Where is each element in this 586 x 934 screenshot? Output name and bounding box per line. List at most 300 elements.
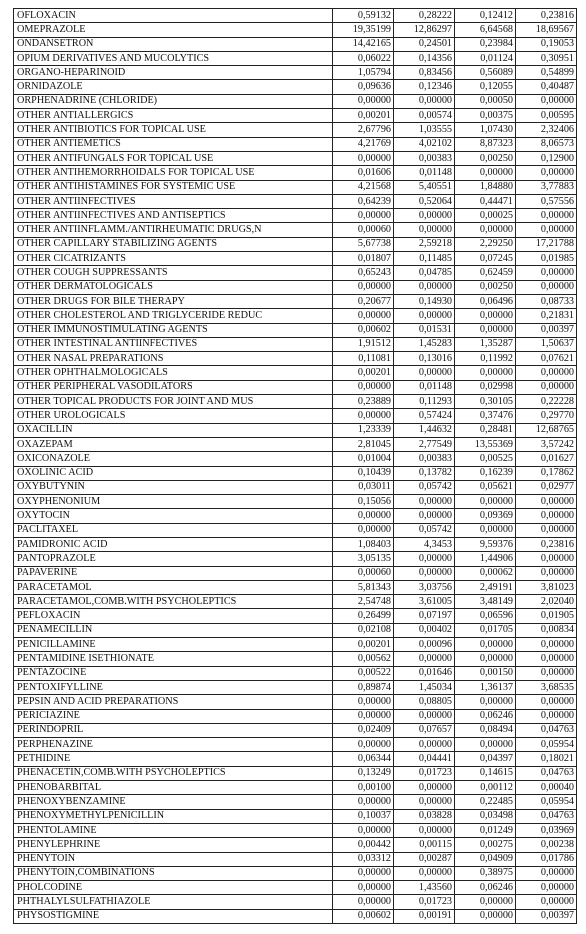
value-cell-col3: 0,00025 (455, 209, 516, 223)
table-row (14, 237, 577, 251)
value-cell-col1: 0,15056 (333, 495, 394, 509)
value-cell-col2: 0,24501 (394, 37, 455, 51)
drug-name-cell: PEPSIN AND ACID PREPARATIONS (14, 695, 333, 709)
value-cell-col1: 1,23339 (333, 423, 394, 437)
value-cell-col4: 0,00834 (516, 623, 577, 637)
drug-name-cell: OXYTOCIN (14, 509, 333, 523)
table-row (14, 23, 577, 37)
drug-name-cell: PHTHALYLSULFATHIAZOLE (14, 895, 333, 909)
drug-name-cell: OXOLINIC ACID (14, 466, 333, 480)
drug-name-cell: PARACETAMOL (14, 580, 333, 594)
table-row (14, 452, 577, 466)
value-cell-col4: 0,00000 (516, 280, 577, 294)
value-cell-col3: 0,30105 (455, 395, 516, 409)
drug-name-cell: PHENOXYBENZAMINE (14, 795, 333, 809)
table-row (14, 781, 577, 795)
value-cell-col1: 0,00000 (333, 866, 394, 880)
value-cell-col2: 5,40551 (394, 180, 455, 194)
value-cell-col2: 0,00000 (394, 652, 455, 666)
value-cell-col1: 0,06344 (333, 752, 394, 766)
value-cell-col3: 0,00000 (455, 323, 516, 337)
value-cell-col1: 0,02409 (333, 723, 394, 737)
value-cell-col2: 0,52064 (394, 194, 455, 208)
value-cell-col4: 0,04763 (516, 809, 577, 823)
value-cell-col2: 0,57424 (394, 409, 455, 423)
drug-name-cell: PERICIAZINE (14, 709, 333, 723)
drug-name-cell: OTHER INTESTINAL ANTIINFECTIVES (14, 337, 333, 351)
drug-name-cell: PENICILLAMINE (14, 638, 333, 652)
table-row (14, 638, 577, 652)
value-cell-col2: 1,45283 (394, 337, 455, 351)
table-row (14, 595, 577, 609)
drug-name-cell: ORPHENADRINE (CHLORIDE) (14, 94, 333, 108)
value-cell-col1: 0,00000 (333, 523, 394, 537)
value-cell-col3: 0,06246 (455, 709, 516, 723)
table-row (14, 738, 577, 752)
drug-name-cell: OTHER DRUGS FOR BILE THERAPY (14, 294, 333, 308)
value-cell-col2: 0,01148 (394, 380, 455, 394)
table-row (14, 838, 577, 852)
value-cell-col3: 9,59376 (455, 537, 516, 551)
value-cell-col2: 0,00191 (394, 909, 455, 923)
table-row (14, 66, 577, 80)
value-cell-col3: 0,00062 (455, 566, 516, 580)
drug-name-cell: OTHER ANTIFUNGALS FOR TOPICAL USE (14, 151, 333, 165)
value-cell-col1: 0,59132 (333, 9, 394, 23)
table-row (14, 809, 577, 823)
table-row (14, 294, 577, 308)
table-row (14, 509, 577, 523)
table-row (14, 609, 577, 623)
value-cell-col4: 0,17862 (516, 466, 577, 480)
value-cell-col3: 0,16239 (455, 466, 516, 480)
value-cell-col2: 0,14930 (394, 294, 455, 308)
value-cell-col3: 0,00000 (455, 366, 516, 380)
table-row (14, 866, 577, 880)
value-cell-col4: 0,22228 (516, 395, 577, 409)
value-cell-col1: 0,00201 (333, 638, 394, 652)
value-cell-col1: 0,00000 (333, 409, 394, 423)
value-cell-col3: 0,00250 (455, 280, 516, 294)
drug-name-cell: PENTAZOCINE (14, 666, 333, 680)
value-cell-col2: 0,08805 (394, 695, 455, 709)
value-cell-col4: 0,05954 (516, 795, 577, 809)
table-row (14, 280, 577, 294)
table-row (14, 552, 577, 566)
value-cell-col2: 0,00000 (394, 566, 455, 580)
value-cell-col4: 0,07621 (516, 352, 577, 366)
drug-name-cell: OTHER CHOLESTEROL AND TRIGLYCERIDE REDUC (14, 309, 333, 323)
value-cell-col2: 4,02102 (394, 137, 455, 151)
value-cell-col2: 0,01148 (394, 166, 455, 180)
value-cell-col4: 2,02040 (516, 595, 577, 609)
value-cell-col3: 0,06246 (455, 881, 516, 895)
value-cell-col4: 0,00000 (516, 523, 577, 537)
drug-name-cell: OXYBUTYNIN (14, 480, 333, 494)
value-cell-col3: 0,00000 (455, 909, 516, 923)
value-cell-col3: 0,00000 (455, 695, 516, 709)
value-cell-col4: 0,23816 (516, 9, 577, 23)
value-cell-col2: 0,14356 (394, 51, 455, 65)
value-cell-col3: 0,00250 (455, 151, 516, 165)
value-cell-col4: 8,06573 (516, 137, 577, 151)
drug-name-cell: PEFLOXACIN (14, 609, 333, 623)
value-cell-col2: 0,03828 (394, 809, 455, 823)
value-cell-col2: 1,45034 (394, 680, 455, 694)
value-cell-col4: 18,69567 (516, 23, 577, 37)
drug-name-cell: ORGANO-HEPARINOID (14, 66, 333, 80)
table-row (14, 709, 577, 723)
value-cell-col4: 0,08733 (516, 294, 577, 308)
drug-name-cell: PAMIDRONIC ACID (14, 537, 333, 551)
value-cell-col4: 0,00397 (516, 323, 577, 337)
table-row (14, 423, 577, 437)
drug-name-cell: OTHER DERMATOLOGICALS (14, 280, 333, 294)
value-cell-col4: 0,02977 (516, 480, 577, 494)
value-cell-col1: 0,10439 (333, 466, 394, 480)
value-cell-col2: 0,01531 (394, 323, 455, 337)
value-cell-col4: 0,03969 (516, 823, 577, 837)
drug-name-cell: OPIUM DERIVATIVES AND MUCOLYTICS (14, 51, 333, 65)
value-cell-col2: 0,04441 (394, 752, 455, 766)
value-cell-col2: 0,05742 (394, 480, 455, 494)
value-cell-col2: 0,00000 (394, 781, 455, 795)
value-cell-col4: 0,04763 (516, 766, 577, 780)
table-row (14, 309, 577, 323)
drug-name-cell: PHENYTOIN (14, 852, 333, 866)
value-cell-col3: 1,35287 (455, 337, 516, 351)
table-row (14, 252, 577, 266)
value-cell-col4: 0,00000 (516, 209, 577, 223)
drug-name-cell: PAPAVERINE (14, 566, 333, 580)
drug-name-cell: OTHER ANTIEMETICS (14, 137, 333, 151)
table-row (14, 380, 577, 394)
drug-name-cell: OXYPHENONIUM (14, 495, 333, 509)
drug-name-cell: ORNIDAZOLE (14, 80, 333, 94)
value-cell-col2: 0,00000 (394, 709, 455, 723)
value-cell-col2: 0,00000 (394, 866, 455, 880)
value-cell-col3: 0,00000 (455, 223, 516, 237)
table-row (14, 323, 577, 337)
value-cell-col1: 0,00060 (333, 566, 394, 580)
drug-name-cell: PARACETAMOL,COMB.WITH PSYCHOLEPTICS (14, 595, 333, 609)
value-cell-col4: 0,23816 (516, 537, 577, 551)
drug-name-cell: OFLOXACIN (14, 9, 333, 23)
value-cell-col1: 0,01004 (333, 452, 394, 466)
value-cell-col1: 0,01606 (333, 166, 394, 180)
value-cell-col3: 0,06496 (455, 294, 516, 308)
table-row (14, 909, 577, 923)
value-cell-col4: 0,05954 (516, 738, 577, 752)
value-cell-col1: 1,05794 (333, 66, 394, 80)
value-cell-col4: 0,00000 (516, 94, 577, 108)
value-cell-col3: 0,04397 (455, 752, 516, 766)
value-cell-col3: 1,36137 (455, 680, 516, 694)
drug-name-cell: ONDANSETRON (14, 37, 333, 51)
value-cell-col2: 0,01646 (394, 666, 455, 680)
table-row (14, 151, 577, 165)
value-cell-col3: 0,01124 (455, 51, 516, 65)
value-cell-col1: 0,10037 (333, 809, 394, 823)
value-cell-col1: 0,00201 (333, 366, 394, 380)
value-cell-col3: 0,22485 (455, 795, 516, 809)
drug-name-cell: PERINDOPRIL (14, 723, 333, 737)
value-cell-col2: 0,00000 (394, 495, 455, 509)
value-cell-col2: 0,07197 (394, 609, 455, 623)
value-cell-col2: 0,00000 (394, 823, 455, 837)
drug-name-cell: OTHER ANTIINFECTIVES AND ANTISEPTICS (14, 209, 333, 223)
value-cell-col2: 0,00000 (394, 738, 455, 752)
value-cell-col1: 4,21568 (333, 180, 394, 194)
value-cell-col4: 0,00000 (516, 552, 577, 566)
value-cell-col2: 3,61005 (394, 595, 455, 609)
value-cell-col3: 2,29250 (455, 237, 516, 251)
table-row (14, 194, 577, 208)
value-cell-col4: 17,21788 (516, 237, 577, 251)
value-cell-col3: 0,62459 (455, 266, 516, 280)
value-cell-col1: 0,00000 (333, 380, 394, 394)
value-cell-col3: 0,00000 (455, 652, 516, 666)
drug-name-cell: PHYSOSTIGMINE (14, 909, 333, 923)
value-cell-col1: 14,42165 (333, 37, 394, 51)
value-cell-col3: 0,05621 (455, 480, 516, 494)
table-row (14, 580, 577, 594)
value-cell-col3: 0,02998 (455, 380, 516, 394)
value-cell-col2: 0,13782 (394, 466, 455, 480)
value-cell-col4: 0,00000 (516, 366, 577, 380)
value-cell-col4: 0,00000 (516, 895, 577, 909)
drug-name-cell: PETHIDINE (14, 752, 333, 766)
value-cell-col3: 0,00525 (455, 452, 516, 466)
value-cell-col1: 0,00522 (333, 666, 394, 680)
value-cell-col2: 0,00000 (394, 209, 455, 223)
value-cell-col3: 0,09369 (455, 509, 516, 523)
drug-name-cell: PHENTOLAMINE (14, 823, 333, 837)
value-cell-col4: 0,00000 (516, 652, 577, 666)
value-cell-col4: 0,04763 (516, 723, 577, 737)
value-cell-col2: 0,00000 (394, 552, 455, 566)
value-cell-col1: 0,20677 (333, 294, 394, 308)
value-cell-col1: 0,03312 (333, 852, 394, 866)
value-cell-col3: 0,00150 (455, 666, 516, 680)
drug-name-cell: PHOLCODINE (14, 881, 333, 895)
value-cell-col1: 0,00000 (333, 280, 394, 294)
table-row (14, 337, 577, 351)
table-row (14, 123, 577, 137)
value-cell-col2: 0,13016 (394, 352, 455, 366)
value-cell-col3: 0,44471 (455, 194, 516, 208)
value-cell-col2: 4,3453 (394, 537, 455, 551)
value-cell-col1: 0,00060 (333, 223, 394, 237)
value-cell-col3: 13,55369 (455, 437, 516, 451)
value-cell-col1: 0,01807 (333, 252, 394, 266)
value-cell-col1: 3,05135 (333, 552, 394, 566)
table-row (14, 495, 577, 509)
value-cell-col4: 0,12900 (516, 151, 577, 165)
value-cell-col2: 0,00287 (394, 852, 455, 866)
value-cell-col2: 0,00115 (394, 838, 455, 852)
value-cell-col1: 0,00000 (333, 151, 394, 165)
table-row (14, 466, 577, 480)
table-row (14, 566, 577, 580)
value-cell-col2: 1,43560 (394, 881, 455, 895)
value-cell-col2: 3,03756 (394, 580, 455, 594)
table-row (14, 109, 577, 123)
drug-name-cell: OTHER ANTIINFLAMM./ANTIRHEUMATIC DRUGS,N (14, 223, 333, 237)
value-cell-col3: 0,07245 (455, 252, 516, 266)
drug-name-cell: PHENYTOIN,COMBINATIONS (14, 866, 333, 880)
value-cell-col3: 0,08494 (455, 723, 516, 737)
value-cell-col2: 1,44632 (394, 423, 455, 437)
value-cell-col1: 0,89874 (333, 680, 394, 694)
value-cell-col3: 0,12055 (455, 80, 516, 94)
value-cell-col3: 0,00000 (455, 895, 516, 909)
value-cell-col4: 0,00000 (516, 509, 577, 523)
table-row (14, 409, 577, 423)
value-cell-col1: 2,54748 (333, 595, 394, 609)
value-cell-col1: 0,02108 (333, 623, 394, 637)
value-cell-col3: 6,64568 (455, 23, 516, 37)
drug-name-cell: OTHER PERIPHERAL VASODILATORS (14, 380, 333, 394)
drug-name-cell: OTHER CICATRIZANTS (14, 252, 333, 266)
value-cell-col2: 0,00000 (394, 309, 455, 323)
value-cell-col1: 0,06022 (333, 51, 394, 65)
value-cell-col4: 0,00238 (516, 838, 577, 852)
value-cell-col3: 2,49191 (455, 580, 516, 594)
table-row (14, 766, 577, 780)
table-row (14, 166, 577, 180)
value-cell-col2: 0,11293 (394, 395, 455, 409)
value-cell-col1: 0,09636 (333, 80, 394, 94)
value-cell-col4: 0,29770 (516, 409, 577, 423)
value-cell-col1: 0,00442 (333, 838, 394, 852)
drug-name-cell: PENAMECILLIN (14, 623, 333, 637)
value-cell-col2: 0,00000 (394, 94, 455, 108)
table-row (14, 623, 577, 637)
value-cell-col2: 0,11485 (394, 252, 455, 266)
table-row (14, 881, 577, 895)
value-cell-col4: 0,57556 (516, 194, 577, 208)
value-cell-col2: 0,00383 (394, 452, 455, 466)
value-cell-col3: 0,38975 (455, 866, 516, 880)
value-cell-col4: 0,00397 (516, 909, 577, 923)
value-cell-col1: 0,00201 (333, 109, 394, 123)
value-cell-col4: 0,00000 (516, 380, 577, 394)
value-cell-col4: 0,00000 (516, 166, 577, 180)
value-cell-col1: 0,00100 (333, 781, 394, 795)
value-cell-col1: 1,08403 (333, 537, 394, 551)
value-cell-col2: 12,86297 (394, 23, 455, 37)
value-cell-col3: 0,12412 (455, 9, 516, 23)
value-cell-col3: 0,03498 (455, 809, 516, 823)
table-row (14, 795, 577, 809)
table-row (14, 852, 577, 866)
value-cell-col3: 8,87323 (455, 137, 516, 151)
value-cell-col2: 1,03555 (394, 123, 455, 137)
value-cell-col1: 0,00000 (333, 738, 394, 752)
value-cell-col1: 0,26499 (333, 609, 394, 623)
value-cell-col2: 0,01723 (394, 895, 455, 909)
value-cell-col1: 0,00000 (333, 309, 394, 323)
value-cell-col3: 0,04909 (455, 852, 516, 866)
table-row (14, 223, 577, 237)
value-cell-col4: 3,81023 (516, 580, 577, 594)
value-cell-col3: 0,01249 (455, 823, 516, 837)
drug-name-cell: OTHER COUGH SUPPRESSANTS (14, 266, 333, 280)
value-cell-col4: 0,00000 (516, 266, 577, 280)
value-cell-col2: 0,00000 (394, 223, 455, 237)
value-cell-col1: 5,81343 (333, 580, 394, 594)
value-cell-col1: 2,67796 (333, 123, 394, 137)
value-cell-col3: 0,00050 (455, 94, 516, 108)
drug-name-cell: PHENACETIN,COMB.WITH PSYCHOLEPTICS (14, 766, 333, 780)
value-cell-col3: 0,00000 (455, 523, 516, 537)
table-row (14, 9, 577, 23)
value-cell-col3: 0,00000 (455, 738, 516, 752)
table-row (14, 723, 577, 737)
drug-name-cell: PHENOBARBITAL (14, 781, 333, 795)
value-cell-col1: 0,00000 (333, 823, 394, 837)
drug-name-cell: PANTOPRAZOLE (14, 552, 333, 566)
value-cell-col2: 0,01723 (394, 766, 455, 780)
value-cell-col1: 0,00000 (333, 795, 394, 809)
value-cell-col4: 0,30951 (516, 51, 577, 65)
value-cell-col1: 5,67738 (333, 237, 394, 251)
value-cell-col3: 0,00375 (455, 109, 516, 123)
drug-name-cell: PACLITAXEL (14, 523, 333, 537)
value-cell-col1: 0,00000 (333, 695, 394, 709)
value-cell-col3: 0,00275 (455, 838, 516, 852)
value-cell-col4: 0,00000 (516, 881, 577, 895)
value-cell-col2: 0,28222 (394, 9, 455, 23)
value-cell-col1: 0,00602 (333, 323, 394, 337)
table-row (14, 94, 577, 108)
value-cell-col2: 0,04785 (394, 266, 455, 280)
value-cell-col4: 0,00000 (516, 709, 577, 723)
value-cell-col4: 0,01786 (516, 852, 577, 866)
drug-name-cell: OMEPRAZOLE (14, 23, 333, 37)
table-row (14, 437, 577, 451)
value-cell-col4: 0,01905 (516, 609, 577, 623)
drug-name-cell: OXAZEPAM (14, 437, 333, 451)
value-cell-col4: 0,00000 (516, 223, 577, 237)
value-cell-col4: 0,00000 (516, 566, 577, 580)
drug-name-cell: OTHER ANTIBIOTICS FOR TOPICAL USE (14, 123, 333, 137)
value-cell-col2: 0,12346 (394, 80, 455, 94)
value-cell-col1: 0,00000 (333, 509, 394, 523)
value-cell-col3: 0,00112 (455, 781, 516, 795)
value-cell-col2: 0,00574 (394, 109, 455, 123)
value-cell-col3: 0,00000 (455, 638, 516, 652)
table-row (14, 51, 577, 65)
value-cell-col4: 0,01985 (516, 252, 577, 266)
value-cell-col4: 0,21831 (516, 309, 577, 323)
drug-name-cell: OTHER UROLOGICALS (14, 409, 333, 423)
table-row (14, 352, 577, 366)
value-cell-col4: 0,00000 (516, 495, 577, 509)
value-cell-col1: 2,81045 (333, 437, 394, 451)
drug-name-cell: OTHER IMMUNOSTIMULATING AGENTS (14, 323, 333, 337)
value-cell-col2: 2,77549 (394, 437, 455, 451)
drug-name-cell: OTHER CAPILLARY STABILIZING AGENTS (14, 237, 333, 251)
drug-name-cell: OTHER ANTIINFECTIVES (14, 194, 333, 208)
table-row (14, 395, 577, 409)
value-cell-col3: 1,84880 (455, 180, 516, 194)
value-cell-col3: 3,48149 (455, 595, 516, 609)
value-cell-col1: 4,21769 (333, 137, 394, 151)
value-cell-col2: 0,00096 (394, 638, 455, 652)
value-cell-col4: 3,57242 (516, 437, 577, 451)
